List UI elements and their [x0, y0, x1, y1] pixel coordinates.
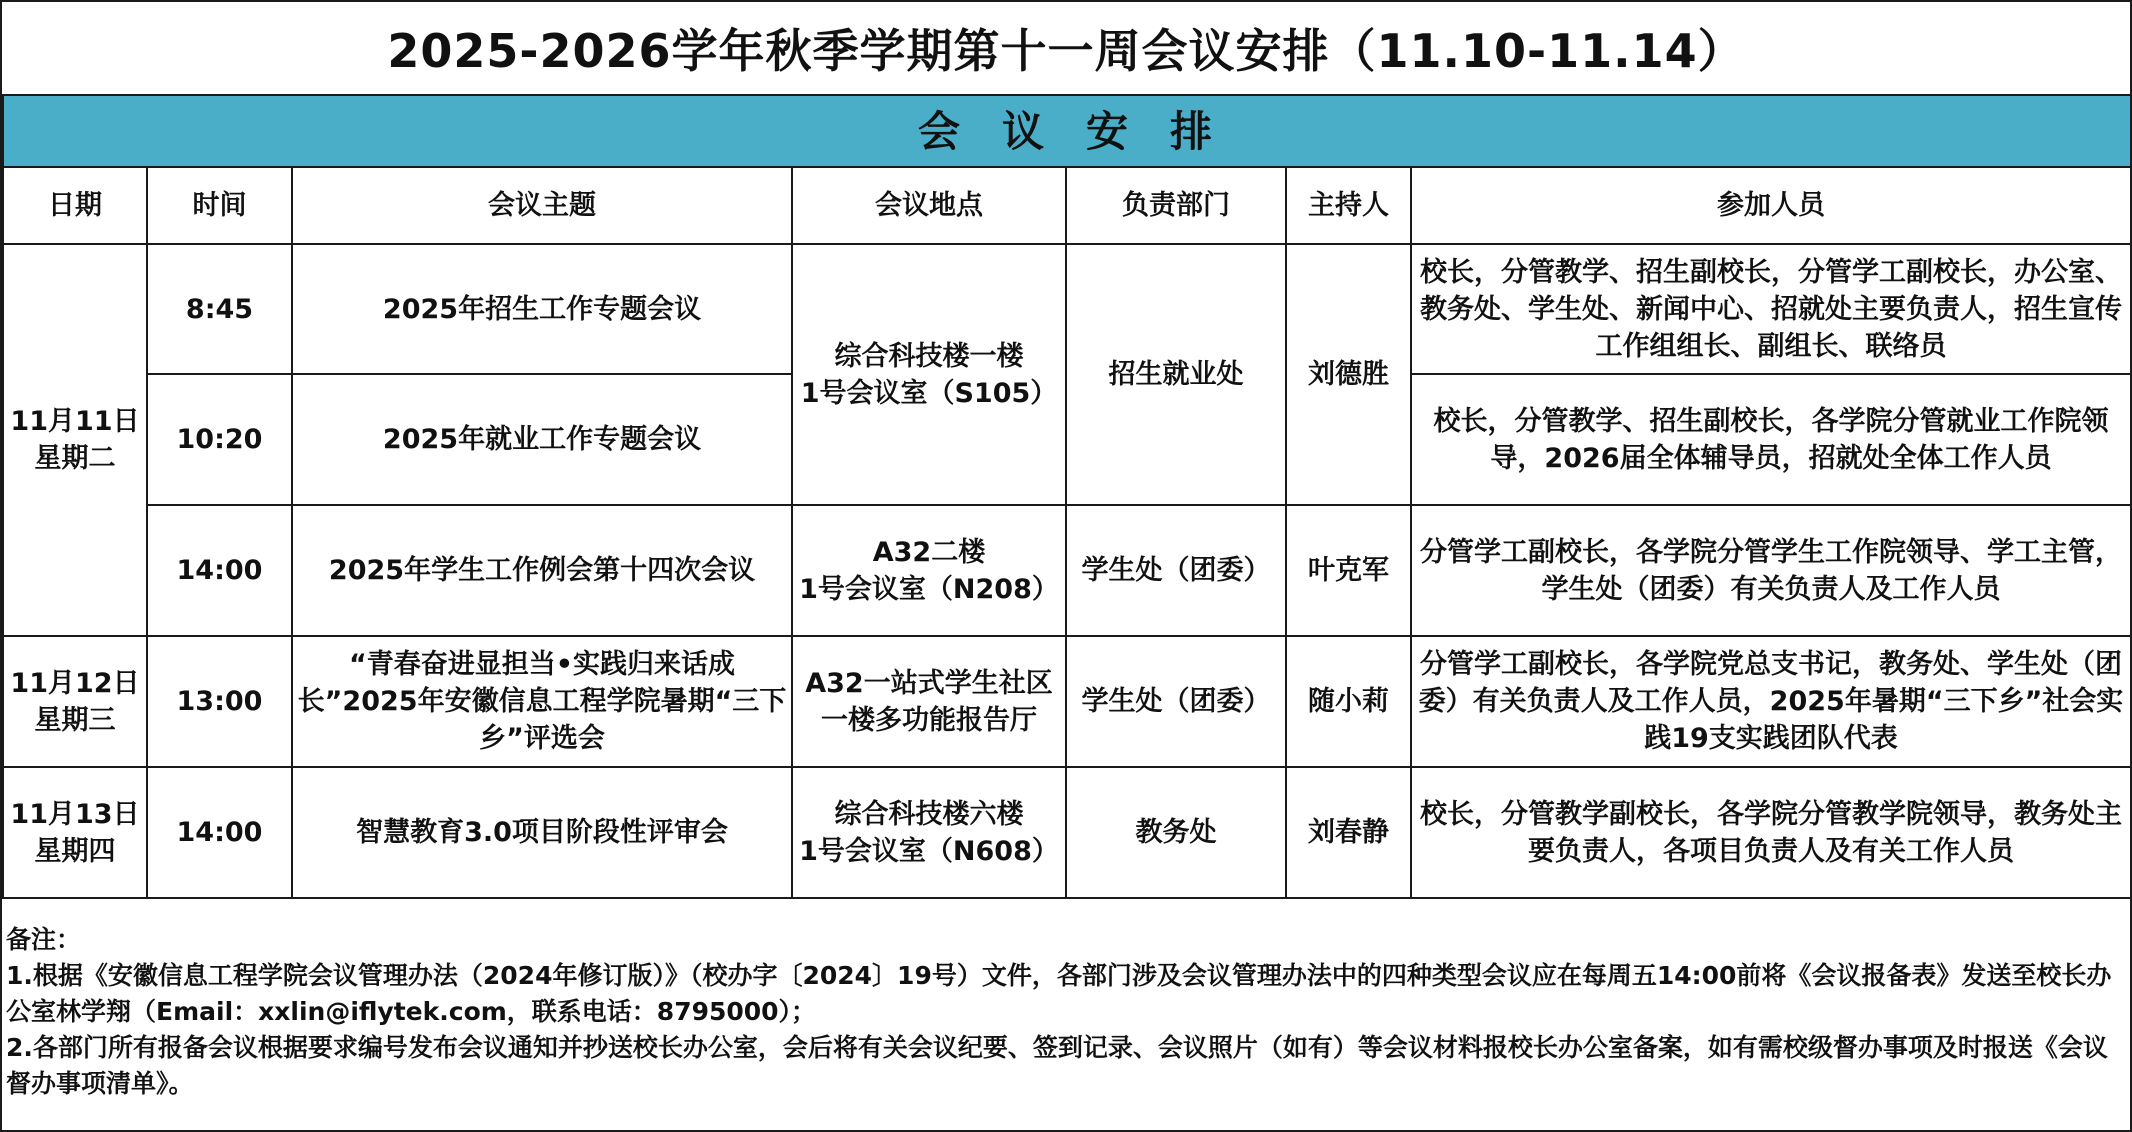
header-row	[3, 167, 2131, 244]
col-header-attendees: 参加人员	[1411, 167, 2131, 244]
date-text: 11月13日	[10, 798, 140, 830]
location-line: 综合科技楼六楼	[834, 798, 1024, 830]
topic-cell: 2025年学生工作例会第十四次会议	[292, 505, 792, 636]
location-line: 一楼多功能报告厅	[821, 704, 1037, 736]
host-cell: 随小莉	[1286, 636, 1411, 767]
location-cell	[792, 767, 1066, 898]
topic-cell: “青春奋进显担当•实践归来话成长”2025年安徽信息工程学院暑期“三下乡”评选会	[292, 636, 792, 767]
time-cell: 13:00	[147, 636, 292, 767]
location-line: 综合科技楼一楼	[834, 340, 1024, 372]
host-cell: 叶克军	[1286, 505, 1411, 636]
notes-section	[6, 922, 2118, 1102]
date-text: 11月11日	[10, 406, 140, 437]
location-line: 1号会议室（N208）	[799, 573, 1059, 605]
location-line: A32一站式学生社区	[805, 667, 1053, 699]
note-item: 2.各部门所有报备会议根据要求编号发布会议通知并抄送校长办公室，会后将有关会议纪要、签到记录、会议照片（如有）等会议材料报校长办公室备案，如有需校级督办事项及时报送《会议督办事项清单》。	[6, 1033, 2108, 1098]
location-cell	[792, 636, 1066, 767]
time-cell: 8:45	[147, 244, 292, 374]
col-header-date: 日期	[3, 167, 147, 244]
topic-cell: 2025年就业工作专题会议	[292, 374, 792, 505]
date-cell	[3, 636, 147, 767]
table-row	[3, 244, 2131, 374]
attendees-cell: 校长，分管教学、招生副校长，各学院分管就业工作院领导，2026届全体辅导员，招就处全体工作人员	[1411, 374, 2131, 505]
notes-heading: 备注：	[6, 925, 82, 954]
location-line: 1号会议室（S105）	[800, 377, 1058, 409]
time-cell: 14:00	[147, 505, 292, 636]
dept-cell: 学生处（团委）	[1066, 636, 1286, 767]
page-title: 2025-2026学年秋季学期第十一周会议安排（11.10-11.14）	[387, 24, 1745, 78]
dept-cell: 招生就业处	[1066, 244, 1286, 505]
date-cell	[3, 767, 147, 898]
location-cell	[792, 505, 1066, 636]
col-header-time: 时间	[147, 167, 292, 244]
attendees-cell: 校长，分管教学副校长，各学院分管教学院领导，教务处主要负责人，各项目负责人及有关工作人员	[1411, 767, 2131, 898]
note-item: 1.根据《安徽信息工程学院会议管理办法（2024年修订版）》（校办字〔2024〕19号）文件，各部门涉及会议管理办法中的四种类型会议应在每周五14:00前将《会议报备表》发送至校长办公室林学翔（Email：xxlin@iflytek.com，联系电话：8795000）；	[6, 961, 2112, 1026]
attendees-cell: 校长，分管教学、招生副校长，分管学工副校长，办公室、教务处、学生处、新闻中心、招就处主要负责人，招生宣传工作组组长、副组长、联络员	[1411, 244, 2131, 374]
topic-cell: 2025年招生工作专题会议	[292, 244, 792, 374]
dept-cell: 教务处	[1066, 767, 1286, 898]
weekday-text: 星期四	[34, 835, 116, 867]
attendees-cell: 分管学工副校长，各学院党总支书记，教务处、学生处（团委）有关负责人及工作人员，2025年暑期“三下乡”社会实践19支实践团队代表	[1411, 636, 2131, 767]
weekday-text: 星期二	[34, 443, 116, 474]
table-row	[3, 505, 2131, 636]
meeting-table	[2, 94, 2132, 899]
col-header-topic: 会议主题	[292, 167, 792, 244]
topic-cell: 智慧教育3.0项目阶段性评审会	[292, 767, 792, 898]
table-row	[3, 636, 2131, 767]
location-line: A32二楼	[872, 536, 986, 568]
host-cell: 刘德胜	[1286, 244, 1411, 505]
col-header-dept: 负责部门	[1066, 167, 1286, 244]
dept-cell: 学生处（团委）	[1066, 505, 1286, 636]
date-cell	[3, 244, 147, 636]
host-cell: 刘春静	[1286, 767, 1411, 898]
section-banner: 会议安排	[3, 95, 2131, 167]
weekday-text: 星期三	[34, 704, 116, 736]
col-header-location: 会议地点	[792, 167, 1066, 244]
location-cell	[792, 244, 1066, 505]
time-cell: 14:00	[147, 767, 292, 898]
attendees-cell: 分管学工副校长，各学院分管学生工作院领导、学工主管，学生处（团委）有关负责人及工作人员	[1411, 505, 2131, 636]
location-line: 1号会议室（N608）	[799, 835, 1059, 867]
col-header-host: 主持人	[1286, 167, 1411, 244]
time-cell: 10:20	[147, 374, 292, 505]
date-text: 11月12日	[10, 667, 140, 699]
table-row	[3, 767, 2131, 898]
